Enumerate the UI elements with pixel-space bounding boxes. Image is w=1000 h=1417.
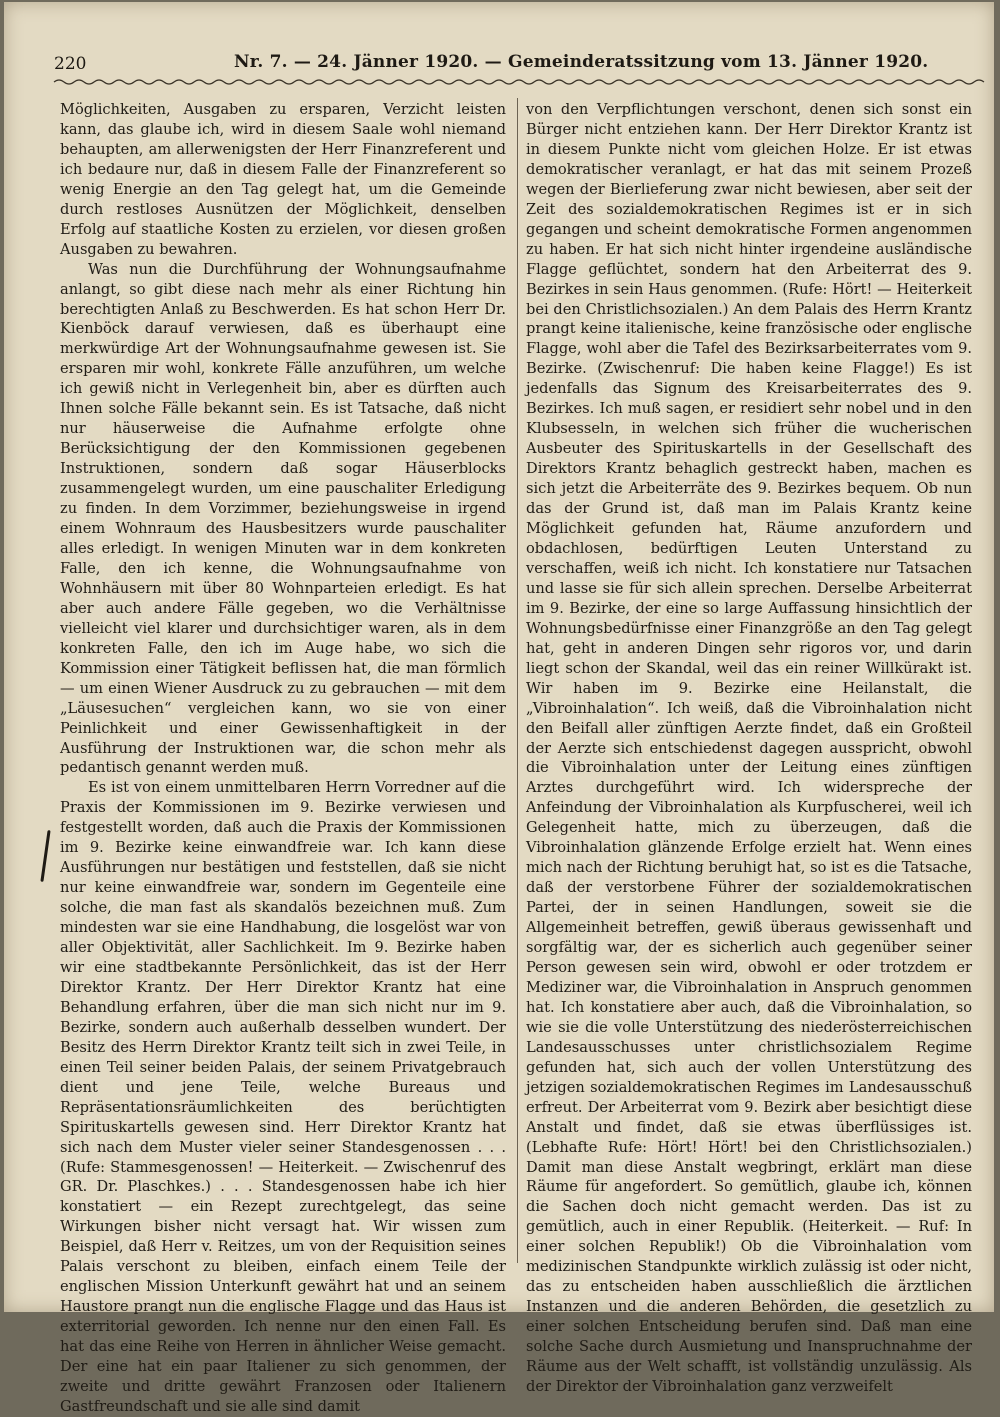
paragraph: Es ist von einem unmittelbaren Herrn Vorredner auf die Praxis der Kommissionen im 9. Bezirke verwiesen und festgestellt worden, daß auch die Praxis der Kommissionen im 9. Bezirke keine einwandfreie war. Ich kann diese Ausführungen nur bestätigen und feststellen, daß sie nicht nur keine einwandfreie war, sondern im Gegenteile eine solche, die man fast als skandalös bezeichnen muß. Zum mindesten war sie eine Handhabung, die losgelöst war von aller Objektivität, aller Sachlichkeit. Im 9. Bezirke haben wir eine stadtbekannte Persönlichkeit, das ist der Herr Direktor Krantz. Der Herr Direktor Krantz hat eine Behandlung erfahren, über die man sich nicht nur im 9. Bezirke, sondern auch außerhalb desselben wundert. Der Besitz des Herrn Direktor Krantz teilt sich in zwei Teile, in einen Teil seiner beiden Palais, der seinem Privatgebrauch dient und jene Teile, welche Bureaus und Repräsentationsräumlichkeiten des berüchtigten Spirituskartells gewesen sind. Herr Direktor Krantz hat sich nach dem Muster vieler seiner Standesgenossen . . . (Rufe: Stammesgenossen! — Heiterkeit. — Zwischenruf des GR. Dr. Plaschkes.) . . . Standesgenossen habe ich hier konstatiert — ein Rezept zurechtgelegt, das seine Wirkungen bisher nicht versagt hat. Wir wissen zum Beispiel, daß Herr v. Reitzes, um von der Requisition seines Palais verschont zu bleiben, einfach einem Teile der englischen Mission Unterkunft gewährt hat und an seinem Haustore prangt nun die englische Flagge und das Haus ist exterritorial geworden. Ich nenne nur den einen Fall. Es hat das eine Reihe von Herren in ähnlicher Weise gemacht. Der eine hat ein paar Italiener zu sich genommen, der zweite und dritte gewährt Franzosen oder Italienern Gastfreundschaft und sie alle sind damit bbox=[60, 779, 506, 1415]
newspaper-page bbox=[4, 2, 994, 1415]
right-column bbox=[526, 100, 972, 1395]
page-number: 220 bbox=[54, 54, 87, 74]
margin-pencil-mark bbox=[40, 830, 50, 882]
running-title: Nr. 7. — 24. Jänner 1920. — Gemeinderatssitzung vom 13. Jänner 1920. bbox=[234, 52, 929, 72]
paragraph: Möglichkeiten, Ausgaben zu ersparen, Verzicht leisten kann, das glaube ich, wird in diesem Saale wohl niemand behaupten, am allerwenigsten der Herr Finanzreferent und ich bedaure nur, daß in diesem Falle der Finanzreferent so wenig Energie an den Tag gelegt hat, um die Gemeinde durch restloses Ausnützen der Möglichkeit, denselben Erfolg auf staatliche Kosten zu erzielen, vor diesen großen Ausgaben zu bewahren. bbox=[60, 101, 506, 258]
column-divider bbox=[517, 98, 518, 1263]
paragraph: Was nun die Durchführung der Wohnungsaufnahme anlangt, so gibt diese nach mehr als einer Richtung hin berechtigten Anlaß zu Beschwerden. Es hat schon Herr Dr. Kienböck darauf verwiesen, daß es überhaupt eine merkwürdige Art der Wohnungsaufnahme gewesen ist. Sie ersparen mir wohl, konkrete Fälle anzuführen, um welche ich gewiß nicht in Verlegenheit bin, aber es dürften auch Ihnen solche Fälle bekannt sein. Es ist Tatsache, daß nicht nur häuserweise die Aufnahme erfolgte ohne Berücksichtigung der den Kommissionen gegebenen Instruktionen, sondern daß sogar Häuserblocks zusammengelegt wurden, um eine pauschaliter Erledigung zu finden. In dem Vorzimmer, beziehungsweise in irgend einem Wohnraum des Hausbesitzers wurde pauschaliter alles erledigt. In wenigen Minuten war in dem konkreten Falle, den ich kenne, die Wohnungsaufnahme von Wohnhäusern mit über 80 Wohnparteien erledigt. Es hat aber auch andere Fälle gegeben, wo die Verhältnisse vielleicht viel klarer und durchsichtiger waren, als in dem konkreten Falle, den ich im Auge habe, wo sich die Kommission einer Tätigkeit beflissen hat, die man förmlich — um einen Wiener Ausdruck zu zu gebrauchen — mit dem „Läusesuchen“ vergleichen kann, wo sie von einer Peinlichkeit und einer Gewissenhaftigkeit in der Ausführung der Instruktionen war, die schon mehr als pedantisch genannt werden muß. bbox=[60, 260, 506, 777]
paragraph: von den Verpflichtungen verschont, denen sich sonst ein Bürger nicht entziehen kann. Der Herr Direktor Krantz ist in diesem Punkte nicht vom gleichen Holze. Er ist etwas demokratischer veranlagt, er hat das mit seinem Prozeß wegen der Bierlieferung zwar nicht bewiesen, aber seit der Zeit des sozialdemokratischen Regimes ist er in sich gegangen und scheint demokratische Formen angenommen zu haben. Er hat sich nicht hinter irgendeine ausländische Flagge geflüchtet, sondern hat den Arbeiterrat des 9. Bezirkes in sein Haus genommen. (Rufe: Hört! — Heiterkeit bei den Christlichsozialen.) An dem Palais des Herrn Krantz prangt keine italienische, keine französische oder englische Flagge, wohl aber die Tafel des Bezirksarbeiterrates vom 9. Bezirke. (Zwischenruf: Die haben keine Flagge!) Es ist jedenfalls das Signum des Kreisarbeiterrates des 9. Bezirkes. Ich muß sagen, er residiert sehr nobel und in den Klubsesseln, in welchen sich früher die wucherischen Ausbeuter des Spirituskartells in der Gesellschaft des Direktors Krantz behaglich gestreckt haben, machen es sich jetzt die Arbeiterräte des 9. Bezirkes bequem. Ob nun das der Grund ist, daß man im Palais Krantz keine Möglichkeit gefunden hat, Räume anzufordern und obdachlosen, bedürftigen Leuten Unterstand zu verschaffen, weiß ich nicht. Ich konstatiere nur Tatsachen und lasse sie für sich allein sprechen. Derselbe Arbeiterrat im 9. Bezirke, der eine so large Auffassung hinsichtlich der Wohnungsbedürfnisse einer Finanzgröße an den Tag gelegt hat, geht in anderen Dingen sehr rigoros vor, und darin liegt schon der Skandal, weil das ein reiner Willkürakt ist. Wir haben im 9. Bezirke eine Heilanstalt, die „Vibroinhalation“. Ich weiß, daß die Vibroinhalation nicht den Beifall aller zünftigen Aerzte findet, daß ein Großteil der Aerzte sich entschiedenst dagegen ausspricht, obwohl die Vibroinhalation unter der Leitung eines zünftigen Arztes durchgeführt wird. Ich widerspreche der Anfeindung der Vibroinhalation als Kurpfuscherei, weil ich Gelegenheit hatte, mich zu überzeugen, daß die Vibroinhalation glänzende Erfolge erzielt hat. Wenn eines mich nach der Richtung beruhigt hat, so ist es die Tatsache, daß der verstorbene Führer der sozialdemokratischen Partei, der in seinen Handlungen, soweit sie die Allgemeinheit betreffen, gewiß überaus gewissenhaft und sorgfältig war, der es sicherlich auch gegenüber seiner Person gewesen sein wird, obwohl er oder trotzdem er Mediziner war, die Vibroinhalation in Anspruch genommen hat. Ich konstatiere aber auch, daß die Vibroinhalation, so wie sie die volle Unterstützung des niederösterreichischen Landesausschusses unter christlichsozialem Regime gefunden hat, sich auch der vollen Unterstützung des jetzigen sozialdemokratischen Regimes im Landesausschuß erfreut. Der Arbeiterrat vom 9. Bezirk aber besichtigt diese Anstalt und findet, daß sie etwas überflüssiges ist. (Lebhafte Rufe: Hört! Hört! bei den Christlichsozialen.) Damit man diese Anstalt wegbringt, erklärt man diese Räume für angefordert. So gemütlich, glaube ich, können die Sachen doch nicht gemacht werden. Das ist zu gemütlich, auch in einer Republik. (Heiterkeit. — Ruf: In einer solchen Republik!) Ob die Vibroinhalation vom medizinischen Standpunkte wirklich zulässig ist oder nicht, das zu entscheiden haben ausschließlich die ärztlichen Instanzen und die anderen Behörden, die gesetzlich zu einer solchen Entscheidung berufen sind. Daß man eine solche Sache durch Ausmietung und Inanspruchnahme der Räume aus der Welt schafft, ist vollständig unzulässig. Als der Direktor der Vibroinhalation ganz verzweifelt bbox=[526, 101, 972, 1395]
left-column bbox=[60, 100, 506, 1415]
page-header bbox=[54, 48, 984, 78]
header-rule bbox=[54, 78, 984, 86]
